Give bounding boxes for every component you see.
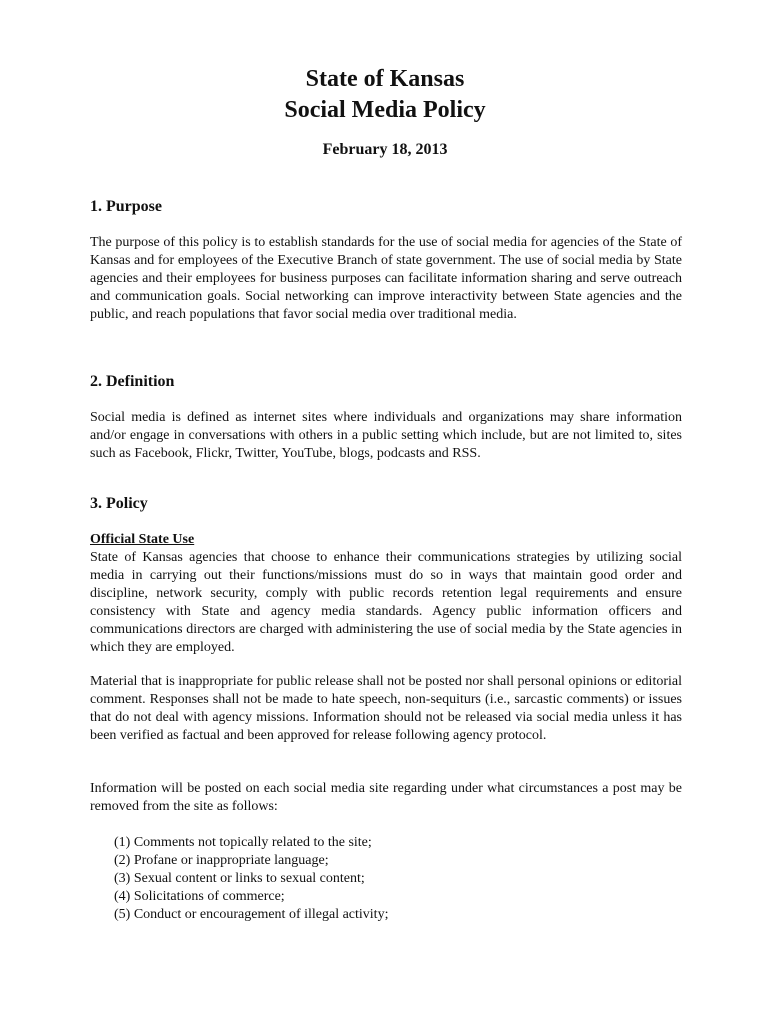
section-heading-definition: 2. Definition bbox=[90, 373, 175, 390]
removal-criteria-list bbox=[90, 834, 682, 924]
section-heading-policy: 3. Policy bbox=[90, 495, 148, 512]
list-item: (1) Comments not topically related to the site; bbox=[114, 835, 372, 850]
policy-paragraph-1: State of Kansas agencies that choose to enhance their communications strategies by utilizing social media in carrying out their functions/missions must do so in ways that maintain good order and discipline, network security, comply with public records retention legal requirements and ensure consistency with State and agency media standards. Agency public information officers and communications directors are charged with administering the use of social media by the State agencies in which they are employed. bbox=[90, 550, 682, 655]
document-title-line2: Social Media Policy bbox=[284, 97, 486, 123]
list-item: (4) Solicitations of commerce; bbox=[114, 889, 285, 904]
section-definition-body-wrap bbox=[90, 409, 682, 463]
section-body-purpose: The purpose of this policy is to establish standards for the use of social media for agencies of the State of Kansas and for employees of the Executive Branch of state government. The use of social media by State agencies and their employees for business purposes can facilitate information sharing and serve outreach and communication goals. Social networking can improve interactivity between State agencies and the public, and reach populations that favor social media over traditional media. bbox=[90, 235, 682, 322]
section-purpose-body-wrap bbox=[90, 234, 682, 324]
document-title-line1: State of Kansas bbox=[305, 66, 465, 92]
section-policy bbox=[90, 494, 682, 514]
policy-paragraph-2-wrap bbox=[90, 673, 682, 745]
list-item: (5) Conduct or encouragement of illegal activity; bbox=[114, 907, 389, 922]
section-policy-body-wrap bbox=[90, 531, 682, 657]
policy-paragraph-3-wrap bbox=[90, 780, 682, 816]
section-purpose bbox=[90, 197, 682, 217]
document-date: February 18, 2013 bbox=[322, 141, 448, 158]
subheading-official-state-use: Official State Use bbox=[90, 532, 195, 547]
list-item: (2) Profane or inappropriate language; bbox=[114, 853, 329, 868]
title-block bbox=[0, 64, 770, 158]
section-definition bbox=[90, 372, 682, 392]
removal-list-wrap bbox=[90, 834, 682, 924]
list-item: (3) Sexual content or links to sexual content; bbox=[114, 871, 365, 886]
section-body-definition: Social media is defined as internet sites where individuals and organizations may share information and/or engage in conversations with others in a public setting which include, but are not limited to, sites such as Facebook, Flickr, Twitter, YouTube, blogs, podcasts and RSS. bbox=[90, 410, 682, 461]
section-heading-purpose: 1. Purpose bbox=[90, 198, 162, 215]
policy-paragraph-2: Material that is inappropriate for public release shall not be posted nor shall personal opinions or editorial comment. Responses shall not be made to hate speech, non-sequiturs (i.e., sarcastic comments) or issues that do not deal with agency missions. Information should not be released via social media unless it has been verified as factual and been approved for release following agency protocol. bbox=[90, 674, 682, 743]
policy-paragraph-3: Information will be posted on each social media site regarding under what circumstances a post may be removed from the site as follows: bbox=[90, 781, 682, 814]
